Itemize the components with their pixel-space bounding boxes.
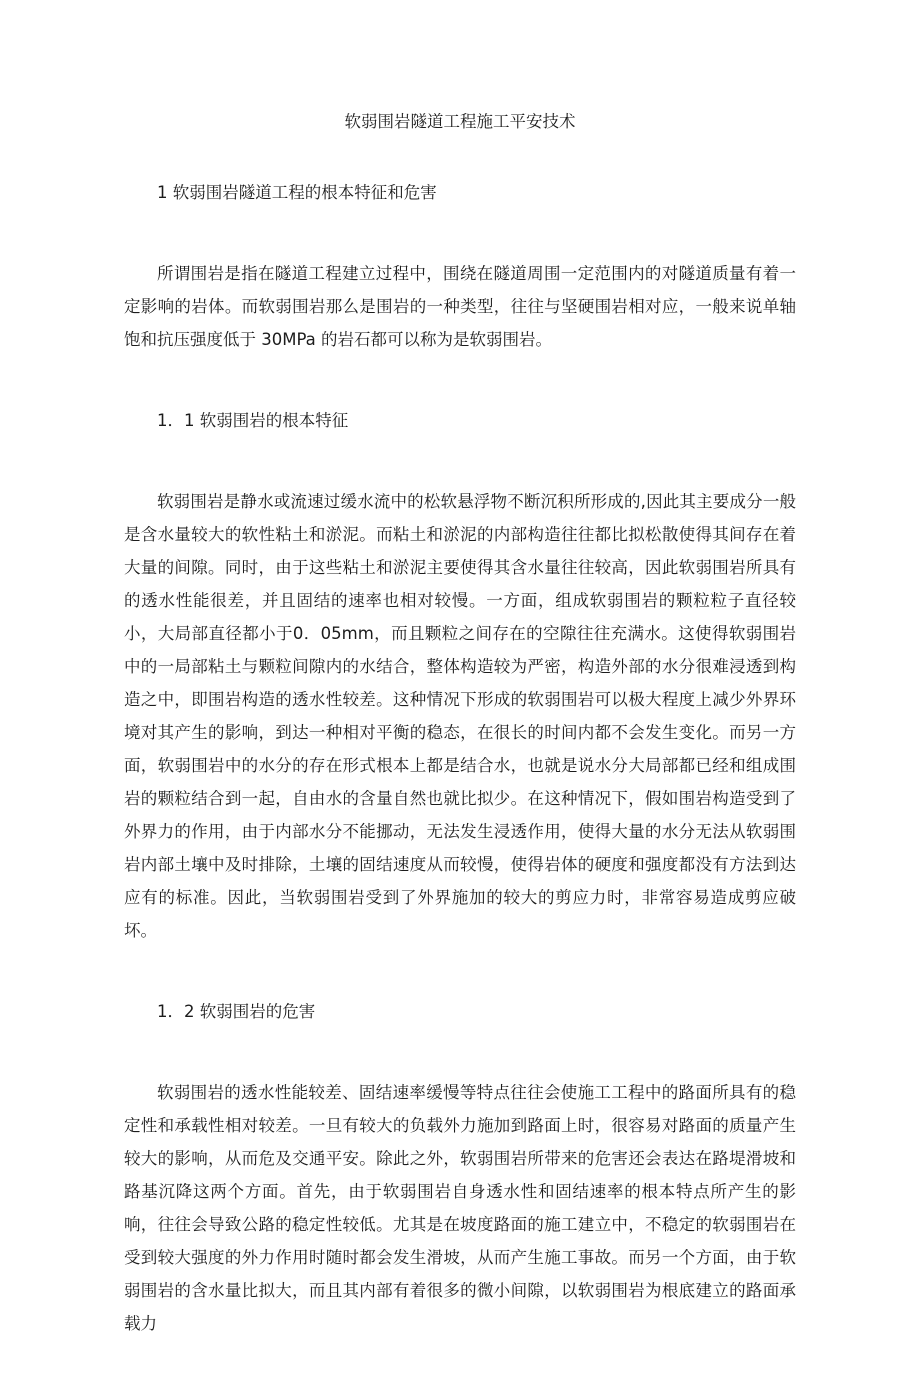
section-heading-1-1: 1．1 软弱围岩的根本特征 — [157, 411, 349, 430]
paragraph-intro: 所谓围岩是指在隧道工程建立过程中，围绕在隧道周围一定范围内的对隧道质量有着一定影响的岩体。而软弱围岩那么是围岩的一种类型，往往与坚硬围岩相对应，一般来说单轴饱和抗压强度低于 30MPa 的岩石都可以称为是软弱围岩。 — [124, 264, 796, 349]
paragraph-basic-characteristics: 软弱围岩是静水或流速过缓水流中的松软悬浮物不断沉积所形成的,因此其主要成分一般是含水量较大的软性粘土和淤泥。而粘土和淤泥的内部构造往往都比拟松散使得其间存在着大量的间隙。同时，由于这些粘土和淤泥主要使得其含水量往往较高，因此软弱围岩所具有的透水性能很差，并且固结的速率也相对较慢。一方面，组成软弱围岩的颗粒粒子直径较小，大局部直径都小于0．05mm，而且颗粒之间存在的空隙往往充满水。这使得软弱围岩中的一局部粘土与颗粒间隙内的水结合，整体构造较为严密，构造外部的水分很难浸透到构造之中，即围岩构造的透水性较差。这种情况下形成的软弱围岩可以极大程度上减少外界环境对其产生的影响，到达一种相对平衡的稳态，在很长的时间内都不会发生变化。而另一方面，软弱围岩中的水分的存在形式根本上都是结合水，也就是说水分大局部都已经和组成围岩的颗粒结合到一起，自由水的含量自然也就比拟少。在这种情况下，假如围岩构造受到了外界力的作用，由于内部水分不能挪动，无法发生浸透作用，使得大量的水分无法从软弱围岩内部土壤中及时排除，土壤的固结速度从而较慢，使得岩体的硬度和强度都没有方法到达应有的标准。因此，当软弱围岩受到了外界施加的较大的剪应力时，非常容易造成剪应破坏。 — [124, 492, 796, 940]
document-title: 软弱围岩隧道工程施工平安技术 — [344, 112, 576, 131]
section-heading-1: 1 软弱围岩隧道工程的根本特征和危害 — [157, 183, 437, 202]
paragraph-hazards: 软弱围岩的透水性能较差、固结速率缓慢等特点往往会使施工工程中的路面所具有的稳定性和承载性相对较差。一旦有较大的负载外力施加到路面上时，很容易对路面的质量产生较大的影响，从而危及交通平安。除此之外，软弱围岩所带来的危害还会表达在路堤滑坡和路基沉降这两个方面。首先，由于软弱围岩自身透水性和固结速率的根本特点所产生的影响，往往会导致公路的稳定性较低。尤其是在坡度路面的施工建立中，不稳定的软弱围岩在受到较大强度的外力作用时随时都会发生滑坡，从而产生施工事故。而另一个方面，由于软弱围岩的含水量比拟大，而且其内部有着很多的微小间隙，以软弱围岩为根底建立的路面承载力 — [124, 1083, 796, 1333]
section-heading-1-2: 1．2 软弱围岩的危害 — [157, 1002, 316, 1021]
